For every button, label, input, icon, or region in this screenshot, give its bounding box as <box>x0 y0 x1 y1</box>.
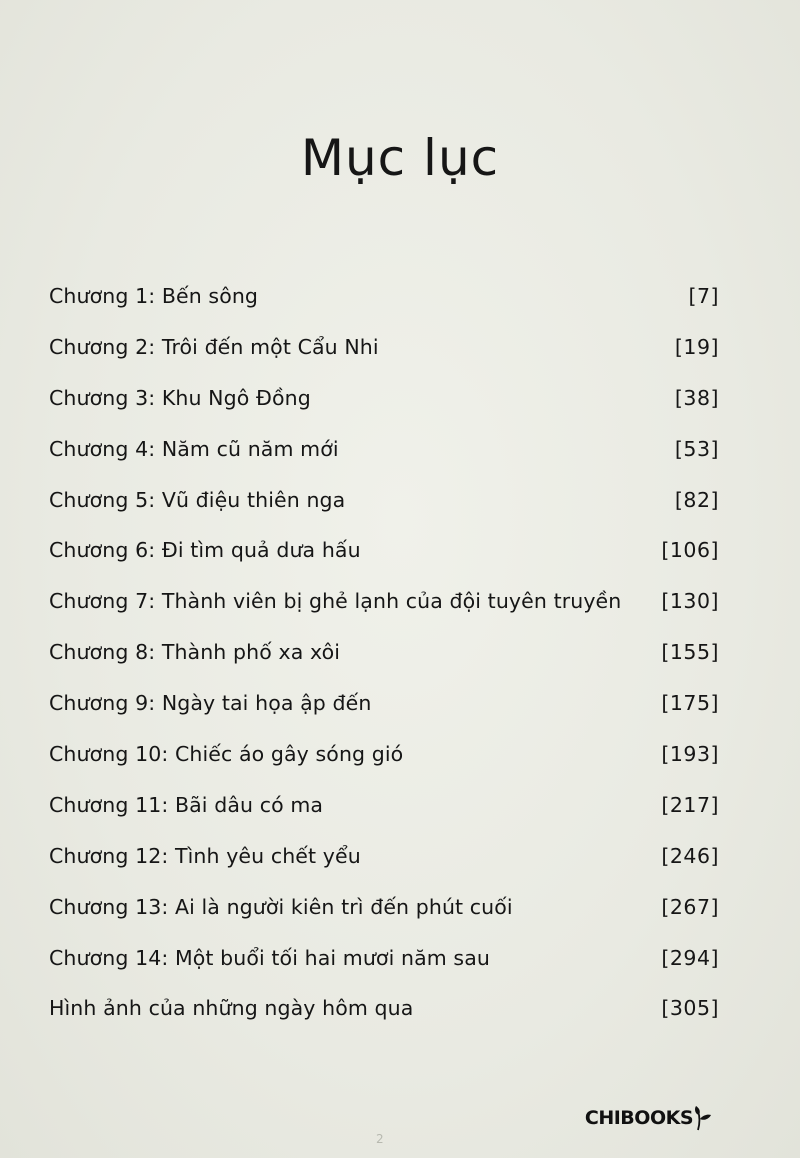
toc-entry-page: [267] <box>661 894 719 919</box>
toc-entry-title: Chương 1: Bến sông <box>49 284 259 308</box>
toc-entry-title: Chương 9: Ngày tai họa ập đến <box>49 691 372 716</box>
toc-row <box>49 836 719 887</box>
toc-entry-title: Chương 2: Trôi đến một Cẩu Nhi <box>49 334 379 359</box>
toc-row <box>49 530 719 581</box>
toc-entry-page: [38] <box>674 385 719 410</box>
toc-row <box>49 378 719 429</box>
toc-entry-title: Chương 10: Chiếc áo gây sóng gió <box>49 742 404 767</box>
toc-entry-title: Chương 13: Ai là người kiên trì đến phút cuối <box>49 894 513 919</box>
table-of-contents <box>49 276 719 1039</box>
toc-row <box>49 276 719 327</box>
toc-entry-title: Chương 4: Năm cũ năm mới <box>49 436 339 461</box>
toc-entry-title: Chương 12: Tình yêu chết yểu <box>49 843 361 868</box>
toc-entry-page: [217] <box>661 792 719 817</box>
toc-entry-page: [175] <box>661 691 719 716</box>
toc-entry-page: [19] <box>674 334 719 359</box>
toc-entry-page: [106] <box>661 538 719 563</box>
toc-row <box>49 938 719 989</box>
toc-row <box>49 429 719 480</box>
toc-entry-page: [130] <box>661 589 719 614</box>
toc-entry-title: Chương 14: Một buổi tối hai mươi năm sau <box>49 945 490 970</box>
page-title: Mục lục <box>300 129 500 187</box>
toc-entry-page: [246] <box>661 843 719 868</box>
toc-row <box>49 327 719 378</box>
toc-entry-page: [155] <box>661 640 719 665</box>
toc-entry-title: Chương 6: Đi tìm quả dưa hấu <box>49 538 361 563</box>
page-number: 2 <box>376 1132 384 1146</box>
toc-row <box>49 988 719 1039</box>
toc-entry-page: [82] <box>674 487 719 512</box>
toc-entry-page: [294] <box>661 945 719 970</box>
toc-entry-page: [53] <box>674 436 719 461</box>
toc-entry-page: [193] <box>661 742 719 767</box>
toc-row <box>49 887 719 938</box>
toc-row <box>49 581 719 632</box>
toc-entry-title: Chương 8: Thành phố xa xôi <box>49 640 341 665</box>
toc-entry-title: Chương 7: Thành viên bị ghẻ lạnh của đội tuyên truyền <box>49 589 622 614</box>
toc-row <box>49 683 719 734</box>
toc-row <box>49 632 719 683</box>
leaf-sprout-icon <box>694 1105 712 1131</box>
toc-entry-page: [305] <box>661 996 719 1021</box>
publisher-logo-text: CHIBOOKS <box>584 1107 693 1129</box>
publisher-logo <box>585 1105 712 1131</box>
toc-entry-page: [7] <box>688 284 719 308</box>
toc-row <box>49 785 719 836</box>
toc-entry-title: Hình ảnh của những ngày hôm qua <box>49 996 414 1021</box>
toc-entry-title: Chương 5: Vũ điệu thiên nga <box>49 487 346 512</box>
toc-entry-title: Chương 11: Bãi dâu có ma <box>49 792 324 817</box>
toc-entry-title: Chương 3: Khu Ngô Đồng <box>49 385 311 410</box>
toc-row <box>49 734 719 785</box>
toc-row <box>49 480 719 531</box>
